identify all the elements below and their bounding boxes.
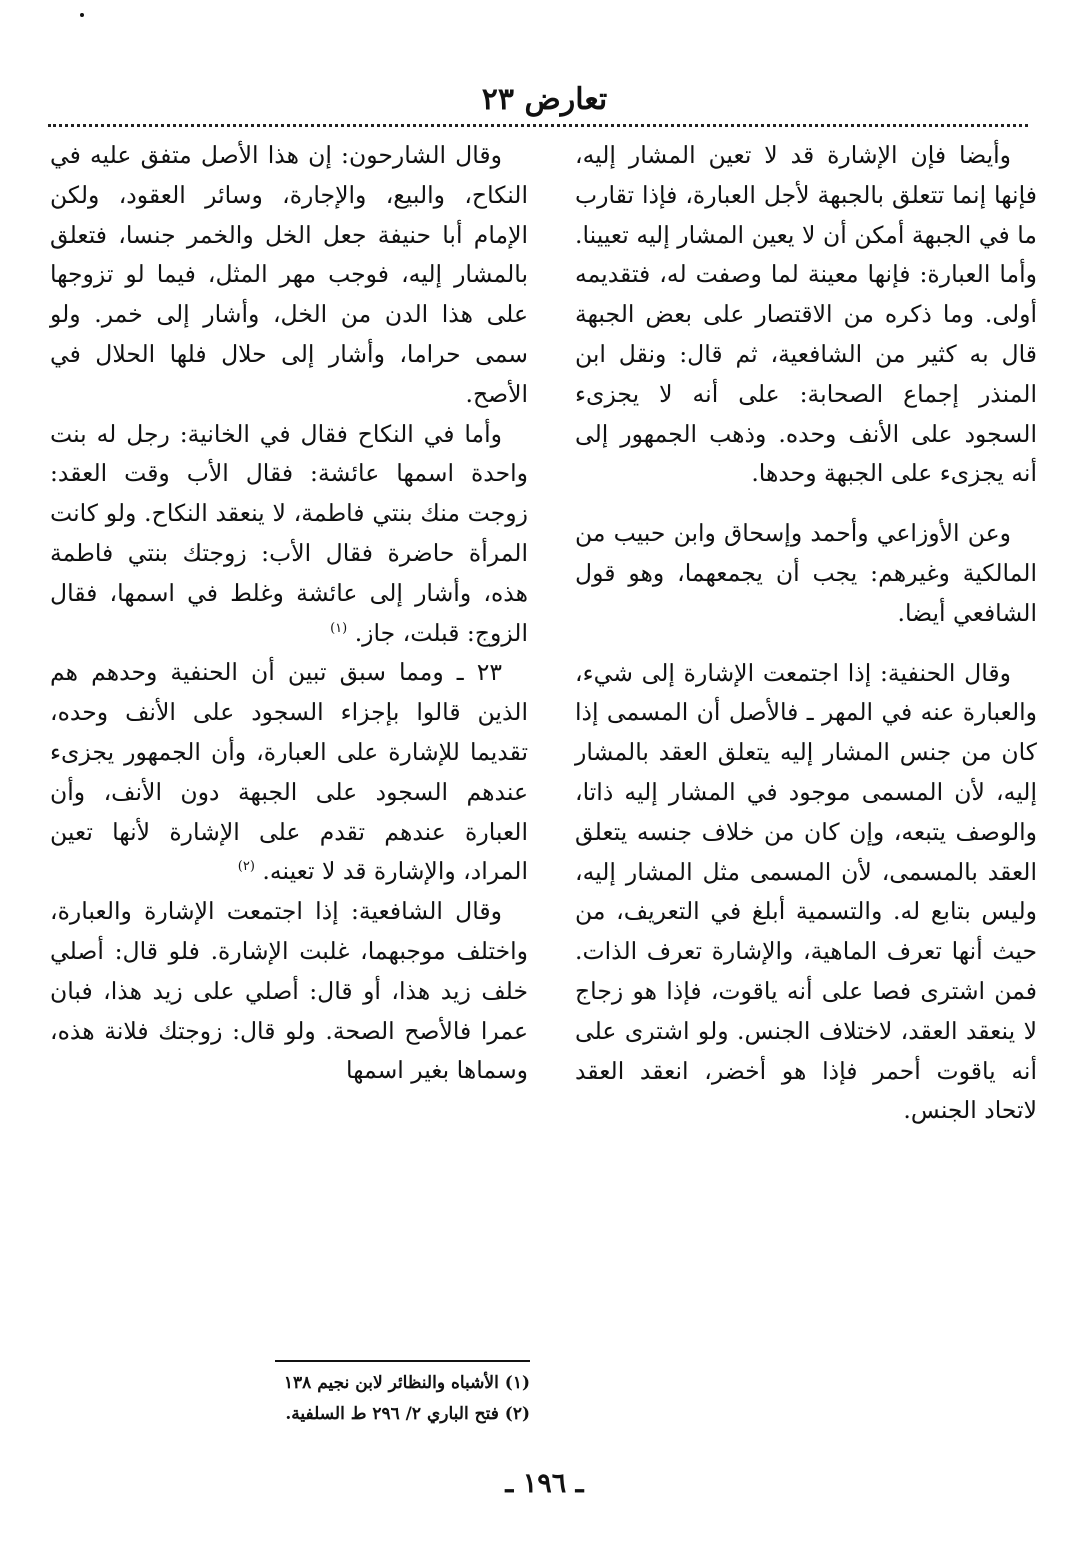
right-paragraph-3: وقال الحنفية: إذا اجتمعت الإشارة إلى شيء، والعبارة عنه في المهر ـ فالأصل أن المسمى إذا كان من جنس المشار إليه يتعلق العقد بالمشار إليه، لأن المسمى موجود في المشار إليه ذاتا، والوصف يتبعه، وإن كان من خلاف جنسه يتعلق العقد بالمسمى، لأن المسمى مثل المشار إليه، وليس بتابع له. والتسمية أبلغ في التعريف، من حيث أنها تعرف الماهية، والإشارة تعرف الذات. فمن اشترى فصا على أنه ياقوت، فإذا هو زجاج لا ينعقد العقد، لاختلاف الجنس. ولو اشترى على أنه ياقوت أحمر فإذا هو أخضر، انعقد العقد لاتحاد الجنس. — [575, 658, 1037, 1125]
left-paragraph-2 — [50, 415, 528, 654]
footnote-2: (٢) فتح الباري ٢/ ٢٩٦ ط السلفية. — [285, 1404, 530, 1424]
right-column — [575, 136, 1037, 1131]
left-column — [50, 136, 528, 1091]
paragraph-text: وقال الشافعية: إذا اجتمعت الإشارة والعبارة، واختلف موجبهما، غلبت الإشارة. فلو قال: أصلي خلف زيد هذا، أو قال: أصلي على زيد هذا، فبان عمرا فالأصح الصحة. ولو قال: زوجتك فلانة هذه، وسماها بغير اسمها — [50, 897, 528, 1085]
left-paragraph-1 — [50, 136, 528, 415]
right-paragraph-2: وعن الأوزاعي وأحمد وإسحاق وابن حبيب من المالكية وغيرهم: يجب أن يجمعهما، وهو قول الشافعي أيضا. — [575, 519, 1037, 627]
page-number: ـ ١٩٦ ـ — [505, 1468, 584, 1499]
footnote-1: (١) الأشباه والنظائر لابن نجيم ١٣٨ — [283, 1373, 530, 1393]
right-paragraph-1: وأيضا فإن الإشارة قد لا تعين المشار إليه، فإنها إنما تتعلق بالجبهة لأجل العبارة، فإذا تقارب ما في الجبهة أمكن أن لا يعين المشار إليه تعيينا. وأما العبارة: فإنها معينة لما وصفت له، فتقديمه أولى. وما ذكره من الاقتصار على بعض الجبهة قال به كثير من الشافعية، ثم قال: ونقل ابن المنذر إجماع الصحابة: على أنه لا يجزىء السجود على الأنف وحده. وذهب الجمهور إلى أنه يجزىء على الجبهة وحدها. — [575, 141, 1037, 488]
header-dotted-rule — [48, 124, 1028, 127]
paragraph-text: ٢٣ ـ ومما سبق تبين أن الحنفية وحدهم هم الذين قالوا بإجزاء السجود على الأنف وحده، تقديما للإشارة على العبارة، وأن الجمهور يجزىء عندهم السجود على الجبهة دون الأنف، وأن العبارة عندهم تقدم على الإشارة لأنها تعين المراد، والإشارة قد لا تعينه. — [50, 658, 528, 886]
footnote-ref-1: (١) — [330, 620, 348, 636]
footnote-rule — [275, 1360, 530, 1362]
paragraph-text: وأما في النكاح فقال في الخانية: رجل له بنت واحدة اسمها عائشة: فقال الأب وقت العقد: زوجت منك بنتي فاطمة، لا ينعقد النكاح. ولو كانت المرأة حاضرة فقال الأب: زوجتك بنتي فاطمة هذه، وأشار إلى عائشة وغلط في اسمها، فقال الزوج: قبلت، جاز. — [50, 419, 528, 647]
page-speck — [80, 13, 84, 17]
footnotes — [50, 1368, 530, 1430]
running-header: تعارض ٢٣ — [481, 82, 608, 117]
left-paragraph-3 — [50, 653, 528, 892]
paragraph-text: وقال الشارحون: إن هذا الأصل متفق عليه في النكاح، والبيع، والإجارة، وسائر العقود، ولكن الإمام أبا حنيفة جعل الخل والخمر جنسا، فتعلق بالمشار إليه، فوجب مهر المثل، فيما لو تزوجها على هذا الدن من الخل، وأشار إلى خمر. ولو سمى حراما، وأشار إلى حلال فلها الحلال في الأصح. — [50, 141, 528, 408]
left-paragraph-4 — [50, 892, 528, 1091]
footnote-ref-2: (٢) — [237, 859, 255, 875]
